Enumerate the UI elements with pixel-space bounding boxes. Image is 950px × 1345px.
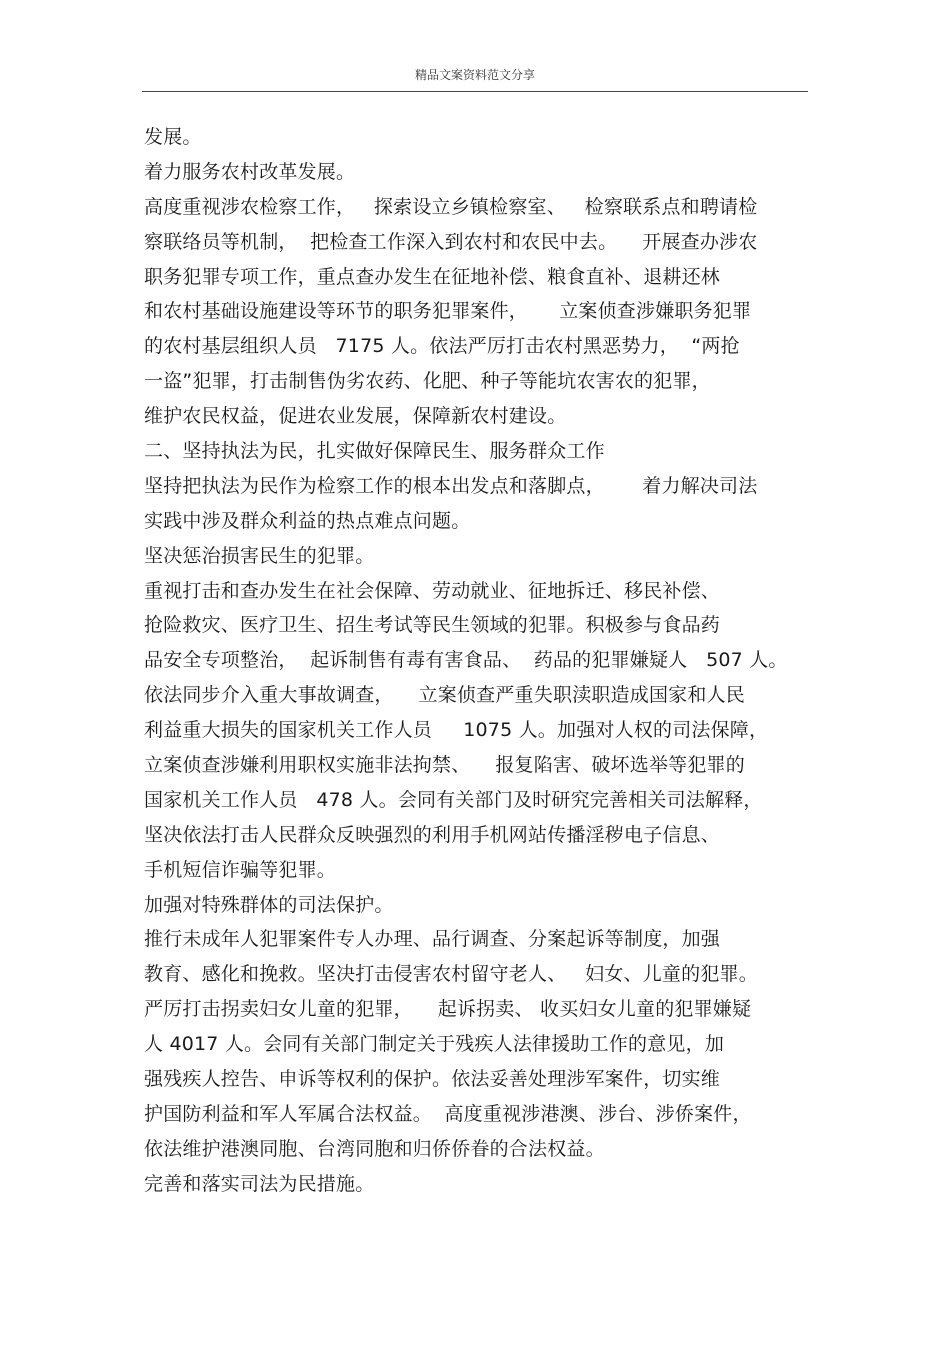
header-divider	[142, 91, 808, 92]
text-line: 严厉打击拐卖妇女儿童的犯罪， 起诉拐卖、 收买妇女儿童的犯罪嫌疑	[144, 998, 752, 1021]
text-line: 推行未成年人犯罪案件专人办理、品行调查、分案起诉等制度，加强	[144, 928, 721, 951]
text-line: 坚持把执法为民作为检察工作的根本出发点和落脚点， 着力解决司法	[144, 474, 758, 497]
text-line: 坚决依法打击人民群众反映强烈的利用手机网站传播淫秽电子信息、	[144, 823, 721, 846]
text-line: 和农村基础设施建设等环节的职务犯罪案件， 立案侦查涉嫌职务犯罪	[144, 300, 752, 323]
section-heading: 二、坚持执法为民，扎实做好保障民生、服务群众工作	[144, 440, 605, 463]
text-line: 实践中涉及群众利益的热点难点问题。	[144, 509, 471, 532]
text-line: 品安全专项整治， 起诉制售有毒有害食品、 药品的犯罪嫌疑人 507 人。	[144, 649, 788, 672]
section-heading: 坚决惩治损害民生的犯罪。	[144, 544, 375, 567]
text-line: 利益重大损失的国家机关工作人员 1075 人。加强对人权的司法保障，	[144, 719, 769, 742]
text-line: 依法同步介入重大事故调查， 立案侦查严重失职渎职造成国家和人民	[144, 684, 745, 707]
text-line: 护国防利益和军人军属合法权益。 高度重视涉港澳、涉台、涉侨案件，	[144, 1102, 752, 1125]
text-line: 高度重视涉农检察工作， 探索设立乡镇检察室、 检察联系点和聘请检	[144, 195, 758, 218]
page-header: 精品文案资料范文分享	[414, 68, 535, 82]
text-line: 依法维护港澳同胞、台湾同胞和归侨侨眷的合法权益。	[144, 1137, 605, 1160]
section-heading: 着力服务农村改革发展。	[144, 160, 356, 183]
section-heading: 加强对特殊群体的司法保护。	[144, 893, 394, 916]
text-line: 发展。	[144, 126, 202, 148]
document-body	[144, 120, 824, 1202]
section-heading: 完善和落实司法为民措施。	[144, 1172, 375, 1195]
text-line: 抢险救灾、医疗卫生、招生考试等民生领域的犯罪。积极参与食品药	[144, 614, 721, 637]
text-line: 人 4017 人。会同有关部门制定关于残疾人法律援助工作的意见，加	[144, 1033, 725, 1056]
text-line: 一盗”犯罪，打击制售伪劣农药、化肥、种子等能坑农害农的犯罪，	[144, 370, 711, 393]
text-line: 察联络员等机制， 把检查工作深入到农村和农民中去。 开展查办涉农	[144, 230, 758, 253]
text-line: 维护农民权益，促进农业发展，保障新农村建设。	[144, 405, 567, 428]
text-line: 教育、感化和挽救。坚决打击侵害农村留守老人、 妇女、儿童的犯罪。	[144, 963, 758, 986]
text-line: 手机短信诈骗等犯罪。	[144, 858, 337, 881]
text-line: 强残疾人控告、申诉等权利的保护。依法妥善处理涉军案件，切实维	[144, 1068, 721, 1091]
text-line: 立案侦查涉嫌利用职权实施非法拘禁、 报复陷害、破坏选举等犯罪的	[144, 754, 745, 777]
text-line: 国家机关工作人员 478 人。会同有关部门及时研究完善相关司法解释，	[144, 788, 763, 811]
text-line: 重视打击和查办发生在社会保障、劳动就业、征地拆迁、移民补偿、	[144, 579, 721, 602]
text-line: 的农村基层组织人员 7175 人。依法严厉打击农村黑恶势力， “两抢	[144, 335, 740, 358]
text-line: 职务犯罪专项工作，重点查办发生在征地补偿、粮食直补、退耕还林	[144, 265, 721, 288]
